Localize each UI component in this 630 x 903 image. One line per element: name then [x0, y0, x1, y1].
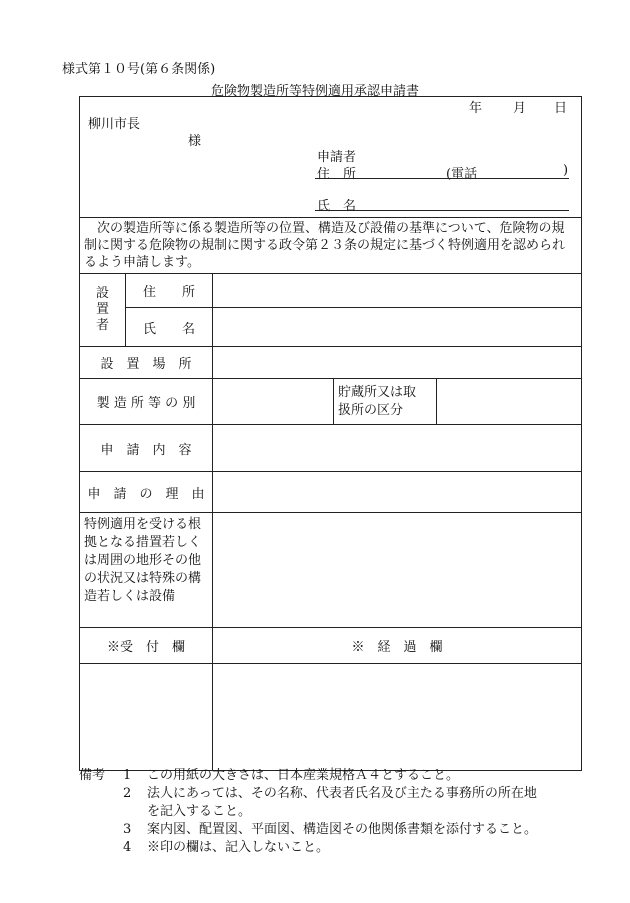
facility-type-label: 製 造 所 等 の 別: [80, 379, 213, 425]
request-reason-field[interactable]: [213, 472, 582, 513]
remark-number: 3: [123, 822, 132, 837]
progress-field: [213, 664, 582, 771]
date-month: 月: [513, 101, 527, 116]
storage-category-label-text: 貯蔵所又は取 扱所の区分: [338, 384, 417, 418]
location-field[interactable]: [213, 347, 582, 379]
basis-field[interactable]: [213, 513, 582, 628]
addressee-honorific: 様: [188, 134, 202, 149]
reception-field: [80, 664, 213, 771]
form-number: 様式第１０号(第６条関係): [62, 62, 216, 77]
application-form-table: [79, 96, 582, 771]
request-reason-label: 申 請 の 理 由: [80, 472, 213, 513]
facility-type-field[interactable]: [213, 379, 334, 425]
applicant-phone-close: ): [563, 163, 569, 178]
remark-text-continued: を記入すること。: [147, 804, 252, 819]
storage-category-field[interactable]: [437, 379, 582, 425]
header-section: [80, 97, 582, 218]
applicant-address-label: 住 所: [317, 167, 357, 182]
remark-text: 法人にあっては、その名称、代表者氏名及び主たる事務所の所在地: [147, 786, 537, 801]
request-content-field[interactable]: [213, 425, 582, 472]
remark-text: 案内図、配置図、平面図、構造図その他関係書類を添付すること。: [147, 822, 538, 837]
installer-name-label: 氏 名: [126, 308, 213, 347]
basis-label: 特例適用を受ける根拠となる措置若しくは周囲の地形その他の状況又は特殊の構造若しくは設備: [80, 513, 213, 628]
addressee-name: 柳川市長: [88, 117, 141, 132]
applicant-name-label: 氏 名: [317, 199, 357, 214]
reception-label: ※受 付 欄: [80, 628, 213, 664]
storage-category-label: [334, 379, 437, 425]
applicant-heading: 申請者: [317, 150, 357, 165]
remark-number: 2: [123, 786, 132, 801]
installer-label: [80, 274, 126, 347]
installer-name-field[interactable]: [213, 308, 582, 347]
applicant-name-line[interactable]: [315, 210, 569, 211]
request-content-label: 申 請 内 容: [80, 425, 213, 472]
applicant-phone-open: (電話: [446, 167, 478, 182]
location-label: 設 置 場 所: [80, 347, 213, 379]
intro-statement: [80, 218, 582, 274]
remark-number: 4: [123, 840, 132, 855]
remark-text: この用紙の大きさは、日本産業規格Ａ４とすること。: [147, 768, 460, 783]
installer-label-text: 設 置 者: [95, 286, 109, 333]
date-day: 日: [554, 101, 568, 116]
form-title: 危険物製造所等特例適用承認申請書: [210, 84, 419, 99]
applicant-address-line[interactable]: [315, 178, 569, 179]
remarks: [79, 767, 579, 857]
date-year: 年: [469, 101, 483, 116]
installer-address-field[interactable]: [213, 274, 582, 308]
intro-text: 次の製造所等に係る製造所等の位置、構造及び設備の基準について、危険物の規制に関する危険物の規制に関する政令第２３条の規定に基づく特例適用を認められるよう申請します。: [84, 221, 566, 270]
installer-address-label: 住 所: [126, 274, 213, 308]
progress-label: ※ 経 過 欄: [213, 628, 582, 664]
remarks-label: 備考: [79, 768, 106, 783]
remark-text: ※印の欄は、記入しないこと。: [147, 840, 330, 855]
remark-number: 1: [123, 768, 132, 783]
